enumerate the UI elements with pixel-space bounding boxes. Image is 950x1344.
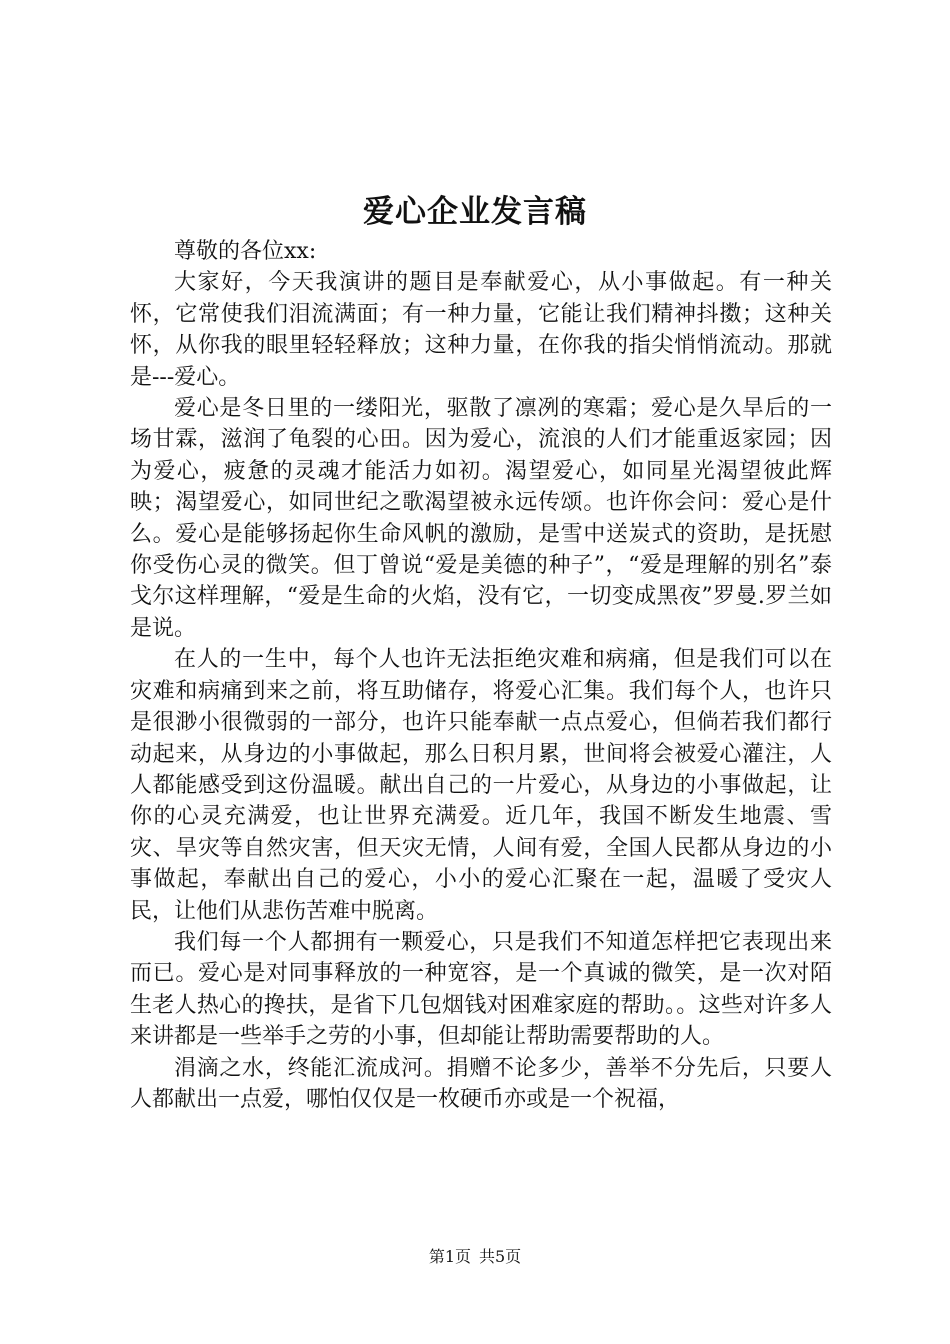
document-title: 爱心企业发言稿 [363, 194, 587, 230]
document-body [130, 236, 832, 1115]
page-footer [0, 1244, 950, 1267]
paragraph: 大家好，今天我演讲的题目是奉献爱心，从小事做起。有一种关怀，它常使我们泪流满面；有一种力量，它能让我们精神抖擞；这种关怀，从你我的眼里轻轻释放；这种力量，在你我的指尖悄悄流动。那就是---爱心。 [130, 270, 832, 390]
paragraph: 涓滴之水，终能汇流成河。捐赠不论多少，善举不分先后，只要人人都献出一点爱，哪怕仅仅是一枚硬币亦或是一个祝福， [130, 1055, 832, 1112]
paragraph: 爱心是冬日里的一缕阳光，驱散了凛冽的寒霜；爱心是久旱后的一场甘霖，滋润了龟裂的心田。因为爱心，流浪的人们才能重返家园；因为爱心，疲惫的灵魂才能活力如初。渴望爱心，如同星光渴望彼此辉映；渴望爱心，如同世纪之歌渴望被永远传颂。也许你会问：爱心是什么。爱心是能够扬起你生命风帆的激励，是雪中送炭式的资助，是抚慰你受伤心灵的微笑。但丁曾说“爱是美德的种子”，“爱是理解的别名”泰戈尔这样理解，“爱是生命的火焰，没有它，一切变成黑夜”罗曼.罗兰如是说。 [130, 396, 832, 641]
paragraph: 在人的一生中，每个人也许无法拒绝灾难和病痛，但是我们可以在灾难和病痛到来之前，将互助储存，将爱心汇集。我们每个人，也许只是很渺小很微弱的一部分，也许只能奉献一点点爱心，但倘若我们都行动起来，从身边的小事做起，那么日积月累，世间将会被爱心灌注，人人都能感受到这份温暖。献出自己的一片爱心，从身边的小事做起，让你的心灵充满爱，也让世界充满爱。近几年，我国不断发生地震、雪灾、旱灾等自然灾害，但天灾无情，人间有爱，全国人民都从身边的小事做起，奉献出自己的爱心，小小的爱心汇聚在一起，温暖了受灾人民，让他们从悲伤苦难中脱离。 [130, 647, 832, 924]
paragraph: 我们每一个人都拥有一颗爱心，只是我们不知道怎样把它表现出来而已。爱心是对同事释放的一种宽容，是一个真诚的微笑，是一次对陌生老人热心的搀扶，是省下几包烟钱对困难家庭的帮助。。这些对许多人来讲都是一些举手之劳的小事，但却能让帮助需要帮助的人。 [130, 929, 832, 1050]
salutation: 尊敬的各位xx: [174, 239, 317, 264]
page-number: 第1页 [428, 1247, 471, 1266]
page-total: 共5页 [479, 1247, 522, 1266]
